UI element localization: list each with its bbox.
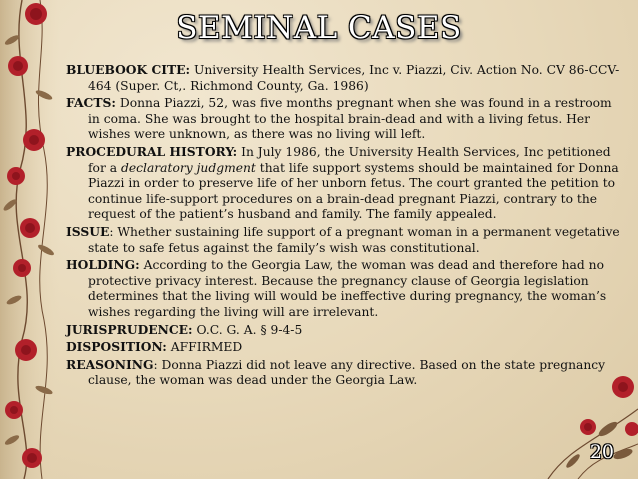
issue [66,224,622,256]
procedural-emphasis: declaratory judgment [121,160,256,175]
procedural-text-after: that life support systems should be maintained for Donna Piazzi in order to preserve life of her unborn fetus. The court granted the petition to continue life-support procedures on a brain-dead pregnant Piazzi, contrary to the request of the patient’s husband and family. The family appealed. [88,160,619,222]
procedural-history [66,144,622,223]
jurisprudence-label: JURISPRUDENCE: [66,321,193,337]
jurisprudence-text: O.C. G. A. § 9-4-5 [196,322,303,337]
issue-text: : Whether sustaining life support of a pregnant woman in a permanent vegetative state to safe fetus against the family’s wish was constitutional. [88,224,620,255]
disposition [66,339,622,356]
facts-label: FACTS: [66,95,116,111]
bluebook-text: University Health Services, Inc v. Piazzi, Civ. Action No. CV 86-CCV-464 (Super. Ct,. Richmond County, Ga. 1986) [88,63,620,93]
case-brief [66,62,622,390]
issue-label: ISSUE [66,223,110,239]
procedural-text-before: In July 1986, the University Health Services, Inc petitioned for a [88,144,611,175]
reasoning [66,357,622,389]
jurisprudence [66,322,622,339]
reasoning-text: : Donna Piazzi did not leave any directive. Based on the state pregnancy clause, the woman was dead under the Georgia Law. [88,357,606,388]
facts [66,95,622,143]
bluebook-label: BLUEBOOK CITE: [66,62,191,77]
bluebook-cite [66,62,622,94]
holding-text: According to the Georgia Law, the woman was dead and therefore had no protective privacy interest. Because the pregnancy clause of Georgia legislation determines that the living will would be ineffective during pregnancy, the woman’s wishes regarding the living will are irrelevant. [88,258,607,319]
reasoning-label: REASONING [66,356,154,372]
slide-number: 20 [589,441,614,463]
floral-border-left [0,0,60,479]
procedural-label: PROCEDURAL HISTORY: [66,143,238,159]
holding-label: HOLDING: [66,257,140,273]
disposition-text: AFFIRMED [170,340,243,355]
holding [66,257,622,320]
facts-text: Donna Piazzi, 52, was five months pregnant when she was found in a restroom in coma. She was brought to the hospital brain-dead and with a living fetus. Her wishes were unknown, as there was no living will left. [88,96,612,142]
disposition-label: DISPOSITION: [66,339,167,355]
slide-title: SEMINAL CASES [176,10,462,46]
